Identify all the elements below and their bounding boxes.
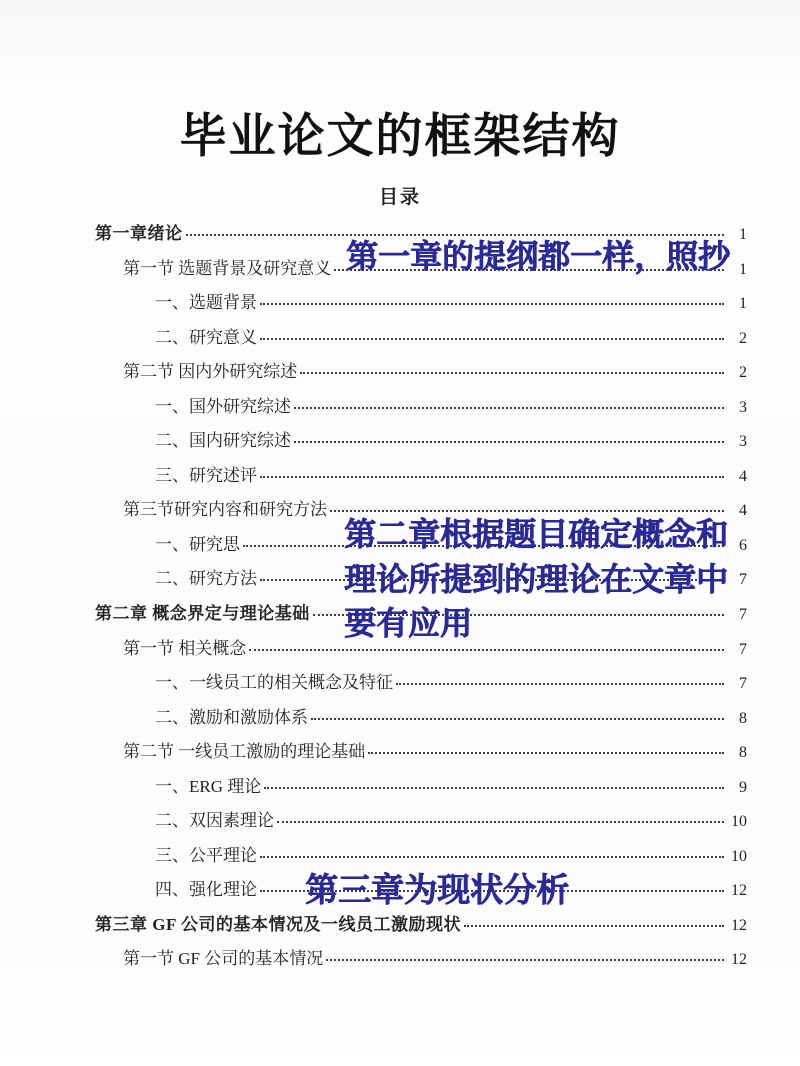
toc-entry — [95, 530, 747, 565]
toc-entry — [95, 426, 747, 461]
toc-entry-label: 第一节 选题背景及研究意义 — [123, 258, 332, 278]
toc-leader-dots — [264, 787, 724, 789]
toc-entry — [95, 841, 747, 876]
toc-entry-label: 三、公平理论 — [155, 845, 257, 865]
toc-leader-dots — [396, 683, 724, 685]
toc-page-number: 7 — [739, 675, 747, 693]
toc-entry-label: 第二节 一线员工激励的理论基础 — [123, 742, 366, 762]
toc-list — [95, 219, 747, 979]
toc-entry — [95, 875, 747, 910]
toc-entry-label: 一、研究思 — [155, 534, 240, 554]
toc-leader-dots — [294, 407, 724, 409]
toc-entry-label: 一、ERG 理论 — [155, 776, 262, 796]
toc-entry-label: 第一节 GF 公司的基本情况 — [123, 949, 324, 969]
toc-page-number: 4 — [739, 502, 747, 520]
toc-entry — [95, 254, 747, 289]
toc-leader-dots — [313, 614, 724, 616]
toc-entry-label: 第三章 GF 公司的基本情况及一线员工激励现状 — [95, 914, 461, 934]
toc-page-number: 12 — [731, 951, 747, 969]
toc-entry-label: 第一章绪论 — [95, 224, 183, 243]
toc-leader-dots — [311, 718, 724, 720]
toc-page-number: 3 — [739, 433, 747, 451]
toc-entry — [95, 392, 747, 427]
toc-leader-dots — [294, 441, 724, 443]
toc-leader-dots — [334, 269, 724, 271]
toc-leader-dots — [243, 545, 724, 547]
toc-entry-label: 一、国外研究综述 — [155, 396, 291, 416]
toc-entry — [95, 703, 747, 738]
toc-leader-dots — [300, 372, 724, 374]
toc-entry — [95, 323, 747, 358]
toc-entry-label: 二、研究意义 — [155, 327, 257, 347]
toc-page-number: 8 — [739, 744, 747, 762]
toc-leader-dots — [330, 510, 724, 512]
toc-entry — [95, 944, 747, 979]
toc-leader-dots — [260, 890, 724, 892]
toc-entry — [95, 806, 747, 841]
toc-entry-label: 第二章 概念界定与理论基础 — [95, 604, 310, 624]
toc-page-number: 7 — [739, 640, 747, 658]
toc-entry — [95, 668, 747, 703]
toc-entry — [95, 634, 747, 669]
annotation-line: 理论所提到的理论在文章中 — [344, 560, 729, 597]
toc-entry-label: 二、双因素理论 — [155, 811, 274, 831]
toc-entry-label: 一、选题背景 — [155, 293, 257, 313]
toc-page-number: 10 — [731, 813, 747, 831]
toc-entry-label: 第三节研究内容和研究方法 — [123, 500, 327, 520]
annotation-line: 第三章为现状分析 — [305, 871, 569, 908]
toc-entry — [95, 357, 747, 392]
toc-leader-dots — [260, 338, 724, 340]
toc-entry-label: 第二节 因内外研究综述 — [123, 362, 298, 382]
toc-entry — [95, 219, 747, 254]
toc-entry — [95, 737, 747, 772]
toc-entry-label: 第一节 相关概念 — [123, 638, 247, 658]
toc-leader-dots — [326, 959, 724, 961]
toc-heading: 目录 — [378, 187, 421, 208]
toc-page-number: 7 — [739, 571, 747, 589]
toc-page-number: 4 — [739, 467, 747, 485]
toc-page-number: 9 — [739, 778, 747, 796]
toc-entry — [95, 910, 747, 945]
annotation-line: 要有应用 — [344, 605, 473, 641]
toc-entry-label: 二、激励和激励体系 — [155, 707, 308, 727]
toc-page-number: 12 — [731, 882, 747, 900]
toc-leader-dots — [464, 925, 724, 927]
toc-entry — [95, 495, 747, 530]
toc-leader-dots — [260, 856, 724, 858]
toc-leader-dots — [368, 752, 724, 754]
toc-page-number: 6 — [739, 536, 747, 554]
toc-entry-label: 一、一线员工的相关概念及特征 — [155, 673, 393, 693]
toc-leader-dots — [249, 649, 724, 651]
toc-entry — [95, 461, 747, 496]
toc-leader-dots — [260, 579, 724, 581]
toc-page-number: 8 — [739, 709, 747, 727]
toc-page-number: 3 — [739, 398, 747, 416]
annotation-line: 第一章的提纲都一样，照抄 — [346, 238, 731, 274]
toc-page-number: 2 — [739, 329, 747, 347]
page-title: 毕业论文的框架结构 — [179, 109, 621, 163]
toc-leader-dots — [186, 234, 725, 236]
toc-page-number: 1 — [739, 295, 747, 313]
toc-page-number: 10 — [731, 847, 747, 865]
toc-leader-dots — [277, 821, 724, 823]
toc-page-number: 1 — [739, 226, 747, 243]
toc-entry — [95, 564, 747, 599]
annotation-line: 第二章根据题目确定概念和 — [344, 516, 729, 552]
toc-page-number: 1 — [739, 260, 747, 278]
toc-entry — [95, 772, 747, 807]
toc-entry-label: 三、研究述评 — [155, 465, 257, 485]
toc-entry — [95, 599, 747, 634]
toc-page-number: 12 — [731, 916, 747, 934]
toc-leader-dots — [260, 476, 724, 478]
toc-entry — [95, 288, 747, 323]
toc-page-number: 2 — [739, 364, 747, 382]
toc-entry-label: 二、研究方法 — [155, 569, 257, 589]
toc-page-number: 7 — [739, 606, 747, 624]
toc-entry-label: 二、国内研究综述 — [155, 431, 291, 451]
toc-entry-label: 四、强化理论 — [155, 880, 257, 900]
toc-leader-dots — [260, 303, 724, 305]
